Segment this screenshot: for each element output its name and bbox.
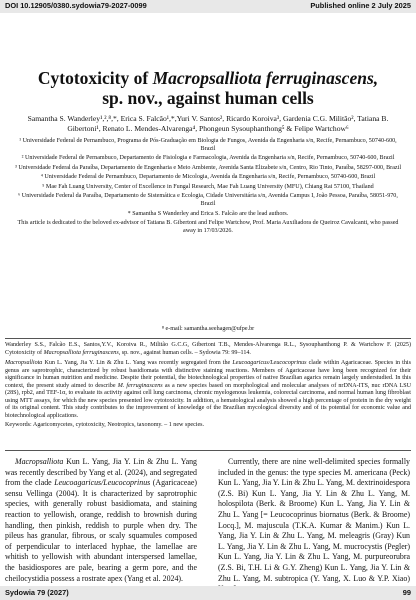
intro-paragraph: [5, 457, 197, 584]
keywords: Keywords: Agaricomycetes, cytotoxicity, Neotropics, taxonomy. – 1 new species.: [5, 422, 205, 428]
citation: [5, 342, 411, 357]
affiliation-3: ³ Universidade Federal da Paraíba, Departamento de Engenharia e Meio Ambiente, Avenida Santa Elizabete s/n, Centro, Rio Tinto, Paraíba, 58297-000, Brazil: [14, 164, 402, 171]
affiliations: [14, 138, 402, 238]
title-tail: sp. nov., against human cells: [102, 88, 314, 108]
body-genus: Macropsalliota: [15, 457, 64, 466]
contact-email[interactable]: ⁸ e-mail: samantha.seehagen@ufpe.br: [161, 326, 255, 332]
abstract-top-rule: [5, 338, 411, 339]
footer-bar: [0, 586, 416, 600]
body-clade: Leucoagaricus/Leucocoprinus: [54, 478, 151, 488]
abstract-bottom-rule: [5, 450, 411, 451]
citation-species: Macropsalliota ferruginascens: [43, 349, 119, 356]
body-column-left: [5, 457, 197, 584]
body-part-b: (Agaricaceae) sensu Vellinga (2004). It is characterized by saprotrophic species, with generally robust basidiomata, and staining reaction to yellowish, orange, reddish to brownish during handling, then pinkish, reddish to purple when dry. The pileus has granular, fibrous, or scaly squamules composed of perpendicular to interlaced hyphae, the lamellae are whitish to yellowish with abundant interspersed lamellae, the basidiospores are pale, bearing a germ pore, and the cheilocystidia possess a rostrate apex (Yang et al. 2024).: [5, 478, 197, 583]
doi-text: DOI 10.12905/0380.sydowia79-2027-0099: [5, 1, 147, 10]
journal-name: Sydowia 79 (2027): [5, 588, 69, 597]
top-bar: [0, 0, 416, 13]
dedication-note: This article is dedicated to the beloved ex-advisor of Tatiana B. Gibertoni and Felipe Wartchow, Prof. Maria Auxiliadora de Queiroz Cavalcanti, who passed away in 17/03/2026.: [17, 220, 399, 235]
abstract-genus: Macropsalliota: [5, 360, 43, 366]
lead-authors-note: * Samantha S Wanderley and Erica S. Falcão are the lead authors.: [127, 210, 289, 217]
abstract-part-c: as a new species based on morphological and molecular analyses of nrDNA-ITS, nuc rDNA LSU (28S), rpb2, and TEF-1α, to evaluate its activity against cell lung carcinoma, chronic myelogenous leukemia, colorectal carcinoma, and normal human lung fibroblast using MTT assays, for which the new species presented low cytotoxicity. In addition, a hematological analysis showed a high percentage of protein in the dry weight of its original content. This study contributes to the improvement of knowledge of the Brazilian mycological diversity and of its potential for economic value and biotechnological applications.: [5, 382, 412, 419]
citation-text: Wanderley S.S., Falcão E.S., Santos,Y.V., Koroiva R., Militão G.C.G, Gibertoni T.B., Mendes-Alvarenga R.L., Sysouphanthong P. & Wartchow F. (2025) Cytotoxicity of: [5, 342, 411, 356]
title-species: Macropsalliota ferruginascens,: [152, 68, 379, 88]
published-date: Published online 2 July 2025: [310, 1, 411, 10]
species-paragraph: Currently, there are nine well-delimited species formally included in the genus: the type species M. americana (Peck) Kun L. Yang, Jia Y. Lin & Zhu L. Yang, M. dextrinoidespora (Z.S. Bi) Kun L. Yang, Jia Y. Lin & Zhu L. Yang, M. holospilota (Berk. & Broome) Kun L. Yang, Jia Y. Lin & Zhu L. Yang [= Leucocoprinus biornatus (Berk. & Broome) Locq.], M. majuscula (T.K.A. Kumar & Manim.) Kun L. Yang, Jia Y. Lin & Zhu L. Yang, M. meleagris (Gray) Kun L. Yang, Jia Y. Lin & Zhu L. Yang, M. mucrocystis (Pegler) Kun L. Yang, Jia Y. Lin & Zhu L. Yang, M. purpureorubra (Z.S. Bi, T.H. Li & G.Y. Zheng) Kun L. Yang, Jia Y. Lin & Zhu L. Yang, M. subtropica (Y. Yang, X. Luo & Y.P. Xiao): [218, 457, 410, 583]
affiliation-2: ² Universidade Federal de Pernambuco, Departamento de Fisiologia e Farmacologia, Avenida da Engenharia s/n, Recife, Pernambuco, 50740-600, Brazil: [21, 155, 395, 162]
body-column-right: [218, 457, 410, 595]
abstract-block: [5, 342, 411, 431]
abstract-part-a: Kun L. Yang, Jia Y. Lin & Zhu L. Yang was recently segregated from the: [42, 360, 233, 366]
title-lead: Cytotoxicity of: [37, 68, 153, 88]
abstract-clade: Leucoagaricus/Leucocoprinus: [232, 360, 307, 366]
affiliation-1: ¹ Universidade Federal de Pernambuco, Programa de Pós-Graduação em Biologia de Fungos, Avenida da Engenharia s/n, Recife, Pernambuco, 50740-600, Brazil: [19, 138, 397, 152]
body-part-a: Kun L. Yang, Jia Y. Lin & Zhu L. Yang was recently described by Yang et al. (2024), and segregated from the clade: [5, 457, 197, 488]
citation-end: , sp. nov., against human cells. – Sydowia 79: 99–114.: [118, 349, 251, 356]
affiliation-6: ⁶ Universidade Federal da Paraíba, Departamento de Sistemática e Ecologia, Cidade Universitária s/n, Avenida Campus I, João Pessoa, Paraíba, 58051-970, Brazil: [18, 193, 398, 208]
article-title: [20, 68, 396, 108]
affiliation-5: ⁵ Mae Fah Luang University, Center of Excellence in Fungal Research, Mae Fah Luang University (MFU), Chiang Rai 57100, Thailand: [42, 183, 374, 190]
affiliation-4: ⁴ Universidade Federal de Pernambuco, Departamento de Micologia, Avenida da Engenharia s/n, Recife, Pernambuco, 50740-600, Brazil: [40, 174, 376, 181]
abstract-species: M. ferruginascens: [117, 382, 163, 389]
page-number: 99: [402, 588, 411, 597]
abstract-text: [5, 360, 411, 420]
abstract-part-b: clade within Agaricaceae. Species in this genus are saprotrophic, characterized by robust basidiomata with distinctive staining reactions. Members of Agaricaceae have long been recognized for their significance in human nutrition and medicine. Despite their potential, the biotechnological properties of native Brazilian agarics remain largely understudied. In this context, the present study aimed to describe: [5, 360, 411, 389]
author-list: Samantha S. Wanderley¹,²,⁸,*, Erica S. Falcão¹,*,Yuri V. Santos², Ricardo Koroiva³, Gardenia C.G. Militão², Tatiana B. Gibertoni¹, Renato L. Mendes-Alvarenga⁴, Phongeun Sysouphanthong⁵ & Felipe Wartchow⁶: [27, 114, 389, 133]
